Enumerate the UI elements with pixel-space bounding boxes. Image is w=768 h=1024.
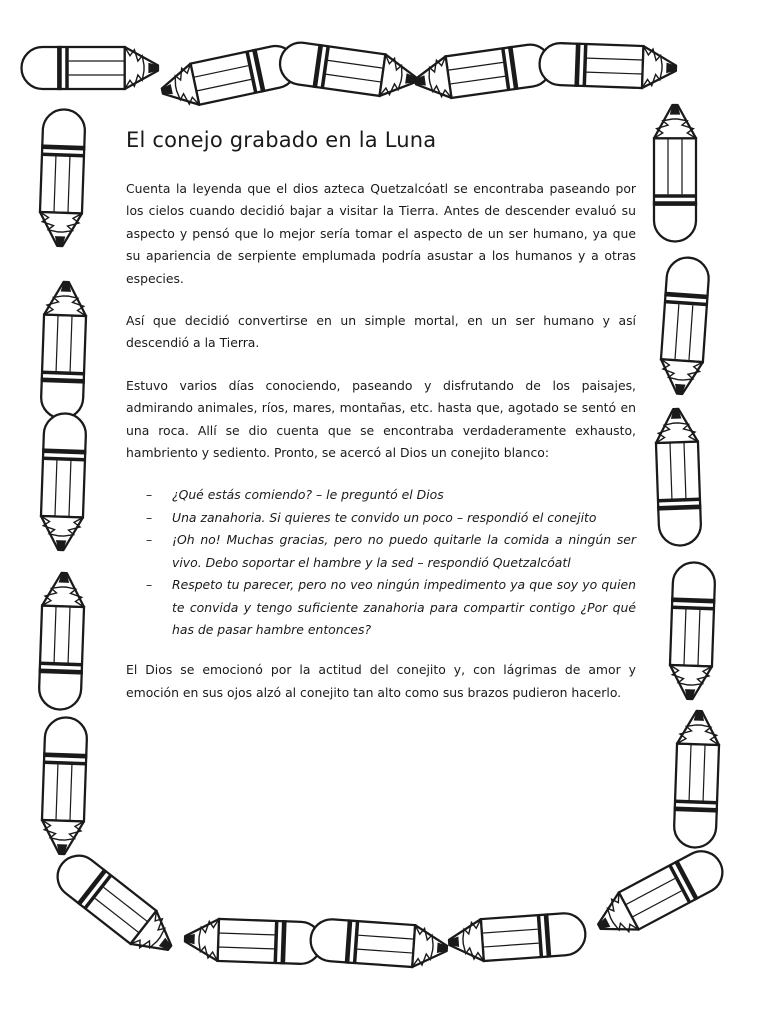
paragraph-intro: Cuenta la leyenda que el dios azteca Quetzalcóatl se encontraba paseando por los cielos cuando decidió bajar a visitar la Tierra. Antes de descender evaluó su aspecto y pensó que lo mejor sería tomar el aspecto de un ser humano, ya que su apariencia de serpiente emplumada podría asustar a los humanos y a otras especies.: [126, 181, 636, 286]
dialogue-line: [126, 484, 636, 506]
pencil-icon: [41, 717, 88, 855]
pencil-icon: [659, 256, 710, 395]
pencil-icon: [40, 281, 87, 419]
pencil-icon: [49, 847, 182, 964]
paragraph-closing: El Dios se emocionó por la actitud del conejito y, con lágrimas de amor y emoción en sus ojos alzó al conejito tan alto como sus brazos pudieron hacerlo.: [126, 662, 636, 700]
pencil-icon: [40, 413, 87, 551]
pencil-icon: [22, 47, 159, 89]
pencil-icon: [413, 42, 554, 103]
dialogue-text: Respeto tu parecer, pero no veo ningún impedimento ya que soy yo quien te convida y tengo suficiente zanahoria para compartir contigo ¿Por qué has de pasar hambre entonces?: [172, 577, 636, 637]
pencil-icon: [669, 562, 716, 700]
paragraph-journey: Estuvo varios días conociendo, paseando y disfrutando de los paisajes, admirando animales, ríos, mares, montañas, etc. hasta que, agotado se sentó en una roca. Allí se dio cuenta que se encontraba verdaderamente exhausto, hambriento y sediento. Pronto, se acercó al Dios un conejito blanco:: [126, 377, 636, 461]
pencil-icon: [448, 912, 587, 963]
pencil-icon: [539, 42, 677, 89]
pencil-icon: [39, 109, 86, 247]
pencil-icon: [654, 105, 696, 242]
dialogue-dash: –: [146, 532, 153, 548]
paragraph-descent: Así que decidió convertirse en un simple mortal, en un ser humano y así descendió a la Tierra.: [126, 313, 636, 351]
dialogue-dash: –: [146, 487, 153, 503]
pencil-icon: [158, 42, 300, 111]
dialogue-list: [126, 484, 636, 641]
story-document: [126, 128, 636, 724]
dialogue-text: Una zanahoria. Si quieres te convido un poco – respondió el conejito: [172, 509, 597, 525]
dialogue-line: [126, 574, 636, 641]
pencil-icon: [655, 408, 702, 546]
pencil-icon: [309, 918, 448, 969]
dialogue-dash: –: [146, 509, 153, 525]
pencil-icon: [184, 918, 322, 965]
dialogue-line: [126, 529, 636, 574]
pencil-icon: [590, 844, 730, 945]
story-title: El conejo grabado en la Luna: [126, 128, 437, 152]
dialogue-dash: –: [146, 577, 153, 593]
pencil-icon: [38, 572, 85, 710]
pencil-icon: [673, 710, 720, 848]
pencil-icon: [277, 40, 418, 101]
dialogue-line: [126, 507, 636, 529]
dialogue-text: ¿Qué estás comiendo? – le preguntó el Dios: [172, 487, 444, 503]
dialogue-text: ¡Oh no! Muchas gracias, pero no puedo quitarle la comida a ningún ser vivo. Debo soportar el hambre y la sed – respondió Quetzalcóatl: [172, 532, 636, 570]
